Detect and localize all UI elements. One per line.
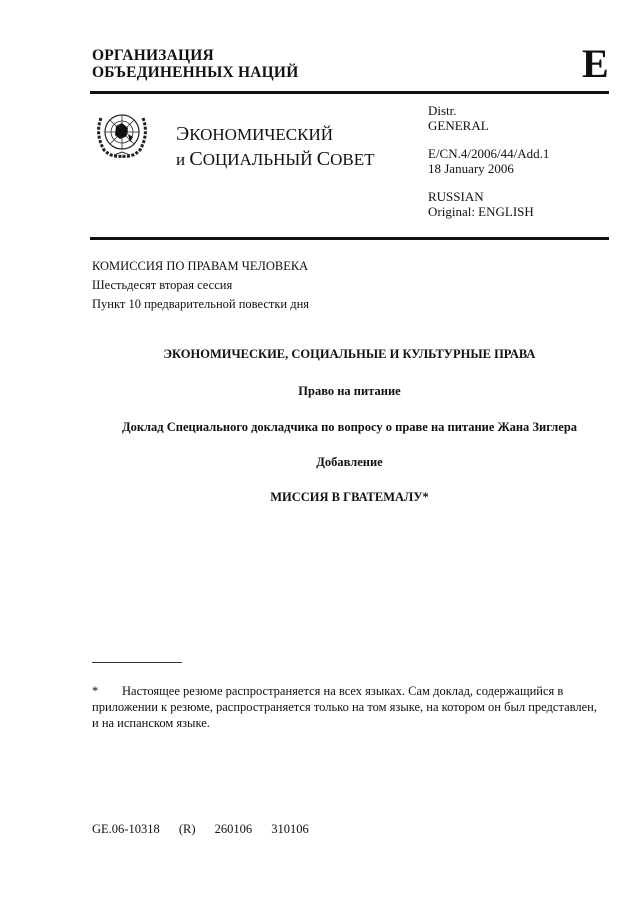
topic-title: Право на питание	[298, 384, 401, 398]
commission-name: КОМИССИЯ ПО ПРАВАМ ЧЕЛОВЕКА	[92, 259, 309, 273]
date-1: 260106	[214, 822, 253, 836]
distr-label: Distr.	[428, 103, 457, 118]
language-letter: E	[582, 41, 609, 86]
commission-session: Шестьдесят вторая сессия	[92, 278, 233, 292]
document-language: RUSSIAN	[428, 189, 484, 204]
header-rule	[90, 91, 609, 94]
agenda-item: Пункт 10 предварительной повестки дня	[92, 297, 310, 311]
mission-title: МИССИЯ В ГВАТЕМАЛУ*	[270, 490, 429, 504]
main-title: ЭКОНОМИЧЕСКИЕ, СОЦИАЛЬНЫЕ И КУЛЬТУРНЫЕ ПРАВА	[163, 347, 536, 361]
addendum-title: Добавление	[316, 455, 383, 469]
un-emblem-icon	[92, 108, 152, 160]
report-title: Доклад Специального докладчика по вопросу о праве на питание Жана Зиглера	[121, 420, 578, 434]
council-line-2: и СОЦИАЛЬНЫЙ СОВЕТ	[176, 148, 375, 170]
job-number: GE.06-10318	[92, 822, 160, 836]
original-language: Original: ENGLISH	[428, 203, 534, 219]
footnote-marker: *	[92, 684, 99, 698]
org-line-1: ОРГАНИЗАЦИЯ	[92, 47, 214, 64]
footnote-rule	[92, 662, 182, 663]
distribution-block	[428, 104, 549, 219]
commission-block	[92, 257, 309, 314]
council-name	[176, 122, 374, 172]
org-line-2: ОБЪЕДИНЕННЫХ НАЦИЙ	[92, 64, 299, 81]
section-rule	[90, 237, 609, 240]
lang-code: (R)	[178, 822, 196, 836]
date-2: 310106	[271, 822, 309, 836]
job-number-line	[92, 822, 323, 837]
document-date: 18 January 2006	[428, 160, 514, 176]
footnote	[92, 683, 602, 731]
footnote-text: Настоящее резюме распространяется на всех языках. Сам доклад, содержащийся в приложении к резюме, распространяется только на том языке, на котором он был представлен, и на испанском языке.	[92, 684, 597, 730]
organization-name	[92, 47, 298, 81]
document-symbol: E/CN.4/2006/44/Add.1	[428, 146, 550, 161]
distr-level: GENERAL	[428, 117, 489, 133]
council-line-1: ЭКОНОМИЧЕСКИЙ	[176, 123, 334, 145]
